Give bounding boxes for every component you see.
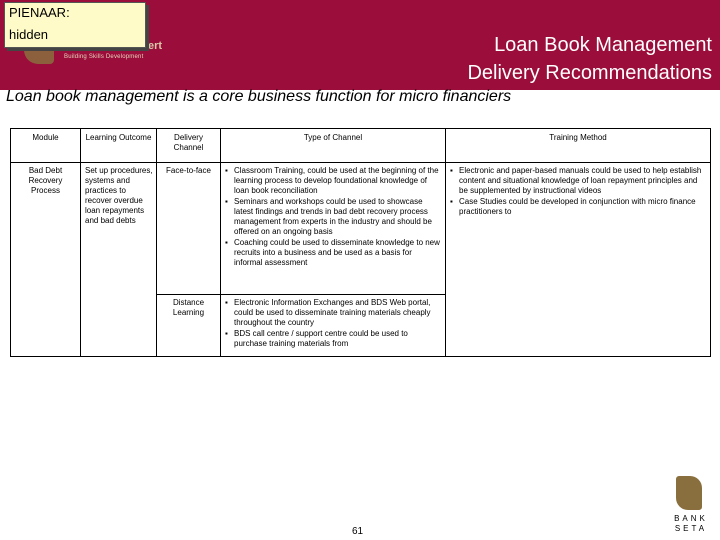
header-learning-outcome: Learning Outcome bbox=[81, 129, 157, 163]
header-delivery-channel: Delivery Channel bbox=[157, 129, 221, 163]
table-header-row bbox=[11, 129, 711, 163]
delivery-table bbox=[10, 128, 711, 357]
module-cell: Bad Debt Recovery Process bbox=[11, 163, 81, 357]
comment-author: PIENAAR: bbox=[9, 5, 70, 20]
seta-mark-icon bbox=[676, 476, 702, 510]
page-number: 61 bbox=[352, 526, 364, 537]
bank-seta-logo bbox=[668, 472, 712, 534]
outcome-cell: Set up procedures, systems and practices to recover overdue loan repayments and bad debts bbox=[81, 163, 157, 357]
slide-title-line2: Delivery Recommendations bbox=[467, 62, 712, 84]
header-module: Module bbox=[11, 129, 81, 163]
comment-note[interactable] bbox=[4, 2, 146, 48]
list-item: ▪ Case Studies could be developed in conjunction with micro finance practitioners to bbox=[459, 197, 707, 217]
method-cell bbox=[446, 163, 711, 357]
header-training-method: Training Method bbox=[446, 129, 711, 163]
comment-text: hidden bbox=[9, 27, 49, 42]
list-item: ▪ Classroom Training, could be used at the beginning of the learning process to develop foundational knowledge of loan book reconciliation bbox=[234, 166, 442, 196]
channel-cell: Distance Learning bbox=[157, 295, 221, 357]
table-row bbox=[11, 163, 711, 295]
list-item: ▪ BDS call centre / support centre could be used to purchase training materials from bbox=[234, 329, 442, 349]
list-item: ▪ Seminars and workshops could be used to showcase latest findings and trends in bad debt recovery process management from experts in the industry and should be offered on an ongoing basis bbox=[234, 197, 442, 237]
type-cell bbox=[221, 295, 446, 357]
channel-cell: Face-to-face bbox=[157, 163, 221, 295]
logo-word: ert bbox=[148, 40, 163, 52]
header-type-of-channel: Type of Channel bbox=[221, 129, 446, 163]
list-item: ▪ Electronic and paper-based manuals could be used to help establish content and situational knowledge of loan repayment principles and be supplemented by instructional videos bbox=[459, 166, 707, 196]
list-item: ▪ Coaching could be used to disseminate knowledge to new recruits into a business and be used as a basis for informal assessment bbox=[234, 238, 442, 268]
slide-subtitle: Loan book management is a core business function for micro financiers bbox=[6, 88, 512, 105]
seta-logo-line2: SETA bbox=[674, 524, 708, 533]
logo-tagline: Building Skills Development bbox=[64, 54, 144, 60]
type-cell bbox=[221, 163, 446, 295]
slide-title-line1: Loan Book Management bbox=[494, 34, 712, 56]
list-item: ▪ Electronic Information Exchanges and BDS Web portal, could be used to disseminate training materials cheaply throughout the country bbox=[234, 298, 442, 328]
seta-logo-line1: BANK bbox=[674, 514, 708, 523]
